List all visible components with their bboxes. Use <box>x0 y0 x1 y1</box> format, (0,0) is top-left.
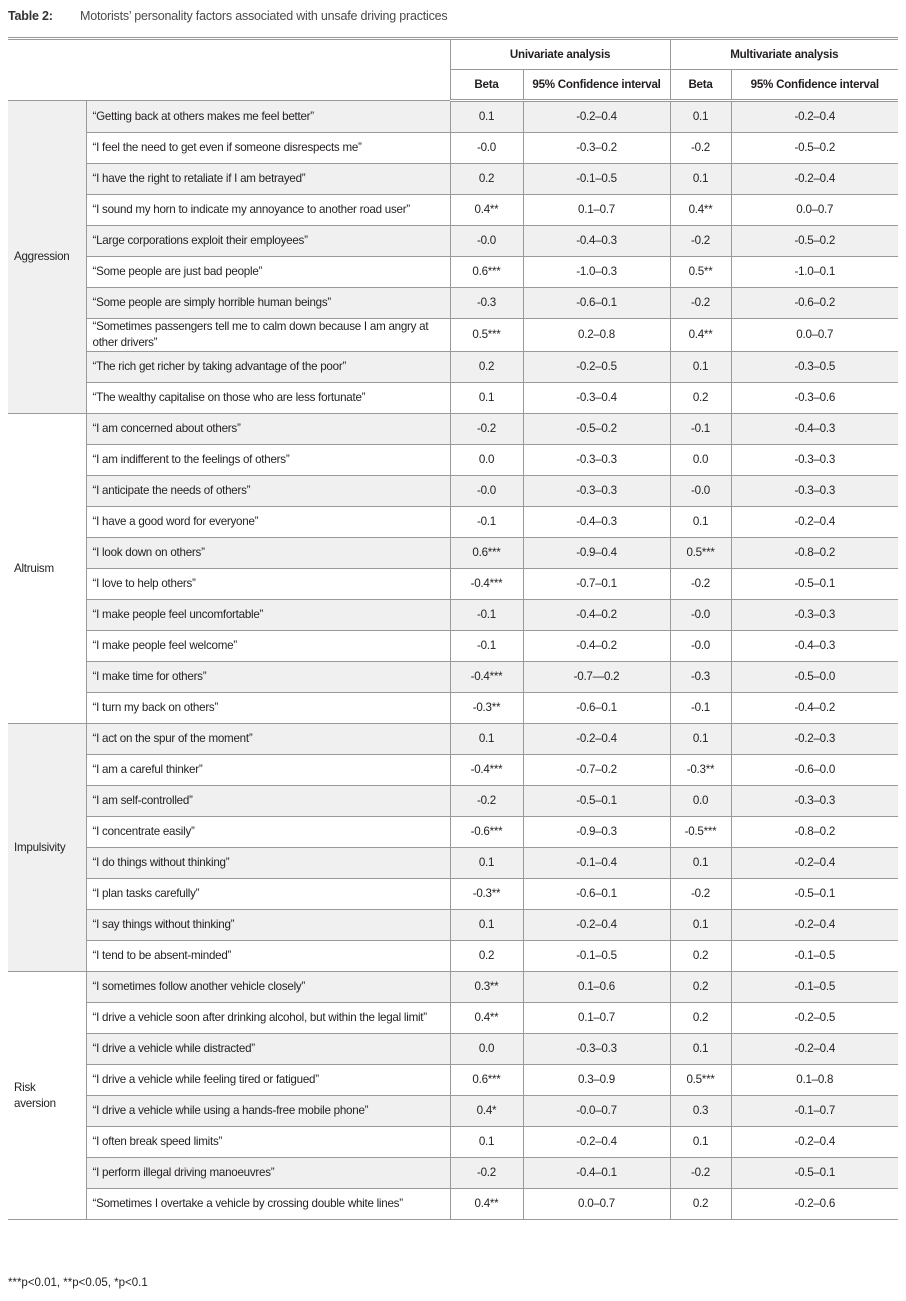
uni-beta-cell: 0.2 <box>450 941 523 972</box>
uni-beta-cell: -0.0 <box>450 133 523 164</box>
item-cell: “I say things without thinking” <box>86 910 450 941</box>
table-row <box>8 569 898 600</box>
uni-ci-cell: -0.5–0.1 <box>523 786 670 817</box>
table-row <box>8 101 898 133</box>
multi-ci-cell: -0.2–0.4 <box>731 910 898 941</box>
uni-ci-cell: -0.2–0.4 <box>523 910 670 941</box>
item-cell: “I am indifferent to the feelings of others” <box>86 445 450 476</box>
table-label: Table 2: <box>8 9 53 23</box>
multi-ci-cell: -0.5–0.2 <box>731 133 898 164</box>
table-row <box>8 226 898 257</box>
multi-beta-cell: 0.4** <box>670 195 731 226</box>
table-row <box>8 445 898 476</box>
uni-ci-cell: -0.2–0.4 <box>523 101 670 133</box>
item-cell: “I drive a vehicle soon after drinking alcohol, but within the legal limit” <box>86 1003 450 1034</box>
uni-ci-cell: 0.1–0.7 <box>523 1003 670 1034</box>
uni-beta-cell: -0.2 <box>450 1158 523 1189</box>
table-row <box>8 1096 898 1127</box>
multi-beta-cell: -0.2 <box>670 133 731 164</box>
multi-beta-cell: 0.1 <box>670 724 731 755</box>
uni-beta-cell: -0.4*** <box>450 755 523 786</box>
item-cell: “The wealthy capitalise on those who are less fortunate” <box>86 383 450 414</box>
multi-ci-cell: -0.5–0.1 <box>731 879 898 910</box>
uni-ci-cell: -0.7—0.2 <box>523 662 670 693</box>
table-row <box>8 662 898 693</box>
table-row <box>8 352 898 383</box>
header-uni-beta: Beta <box>450 70 523 101</box>
uni-beta-cell: 0.5*** <box>450 319 523 352</box>
multi-beta-cell: -0.0 <box>670 476 731 507</box>
multi-ci-cell: -0.3–0.5 <box>731 352 898 383</box>
multi-beta-cell: 0.2 <box>670 941 731 972</box>
uni-beta-cell: -0.3** <box>450 879 523 910</box>
multi-beta-cell: 0.1 <box>670 910 731 941</box>
item-cell: “Large corporations exploit their employees” <box>86 226 450 257</box>
item-cell: “I often break speed limits” <box>86 1127 450 1158</box>
multi-beta-cell: 0.2 <box>670 972 731 1003</box>
uni-beta-cell: -0.3 <box>450 288 523 319</box>
uni-beta-cell: 0.1 <box>450 724 523 755</box>
uni-beta-cell: 0.4** <box>450 1003 523 1034</box>
multi-ci-cell: -0.2–0.3 <box>731 724 898 755</box>
multi-beta-cell: -0.3** <box>670 755 731 786</box>
table-row <box>8 1034 898 1065</box>
multi-ci-cell: -0.4–0.3 <box>731 414 898 445</box>
uni-beta-cell: 0.0 <box>450 445 523 476</box>
item-cell: “Some people are simply horrible human beings” <box>86 288 450 319</box>
multi-ci-cell: -0.6–0.2 <box>731 288 898 319</box>
multi-ci-cell: -0.3–0.3 <box>731 786 898 817</box>
item-cell: “I sound my horn to indicate my annoyance to another road user” <box>86 195 450 226</box>
uni-beta-cell: -0.2 <box>450 786 523 817</box>
uni-ci-cell: -0.2–0.4 <box>523 1127 670 1158</box>
uni-beta-cell: 0.6*** <box>450 257 523 288</box>
table-row <box>8 972 898 1003</box>
multi-beta-cell: -0.2 <box>670 288 731 319</box>
uni-beta-cell: 0.0 <box>450 1034 523 1065</box>
uni-beta-cell: -0.4*** <box>450 569 523 600</box>
item-cell: “I do things without thinking” <box>86 848 450 879</box>
uni-ci-cell: -0.4–0.3 <box>523 226 670 257</box>
multi-beta-cell: 0.2 <box>670 1189 731 1220</box>
table-row <box>8 476 898 507</box>
uni-ci-cell: 0.3–0.9 <box>523 1065 670 1096</box>
uni-beta-cell: 0.3** <box>450 972 523 1003</box>
uni-ci-cell: -0.4–0.1 <box>523 1158 670 1189</box>
uni-ci-cell: -0.2–0.4 <box>523 724 670 755</box>
item-cell: “I drive a vehicle while using a hands-free mobile phone” <box>86 1096 450 1127</box>
multi-ci-cell: 0.1–0.8 <box>731 1065 898 1096</box>
multi-beta-cell: 0.2 <box>670 1003 731 1034</box>
table-row <box>8 848 898 879</box>
uni-ci-cell: -0.3–0.3 <box>523 476 670 507</box>
multi-ci-cell: -0.2–0.5 <box>731 1003 898 1034</box>
table-row <box>8 1003 898 1034</box>
uni-ci-cell: -0.5–0.2 <box>523 414 670 445</box>
item-cell: “I am concerned about others” <box>86 414 450 445</box>
multi-ci-cell: -0.5–0.1 <box>731 1158 898 1189</box>
table-caption <box>8 9 447 23</box>
uni-ci-cell: 0.2–0.8 <box>523 319 670 352</box>
multi-beta-cell: -0.2 <box>670 1158 731 1189</box>
uni-ci-cell: -0.9–0.3 <box>523 817 670 848</box>
uni-ci-cell: -0.4–0.2 <box>523 600 670 631</box>
table-row <box>8 414 898 445</box>
header-multi-ci: 95% Confidence interval <box>731 70 898 101</box>
table-row <box>8 1189 898 1220</box>
uni-ci-cell: -0.7–0.1 <box>523 569 670 600</box>
multi-ci-cell: -0.2–0.4 <box>731 507 898 538</box>
table-row <box>8 879 898 910</box>
uni-ci-cell: -0.3–0.3 <box>523 1034 670 1065</box>
uni-ci-cell: -0.1–0.5 <box>523 164 670 195</box>
uni-beta-cell: 0.4** <box>450 195 523 226</box>
multi-ci-cell: -0.5–0.0 <box>731 662 898 693</box>
multi-ci-cell: -0.1–0.5 <box>731 972 898 1003</box>
multi-ci-cell: -0.4–0.2 <box>731 693 898 724</box>
uni-ci-cell: -0.4–0.3 <box>523 507 670 538</box>
item-cell: “I have the right to retaliate if I am betrayed” <box>86 164 450 195</box>
multi-beta-cell: 0.5*** <box>670 538 731 569</box>
multi-beta-cell: -0.1 <box>670 414 731 445</box>
uni-ci-cell: -0.7–0.2 <box>523 755 670 786</box>
table-title: Motorists’ personality factors associated with unsafe driving practices <box>80 9 448 23</box>
uni-beta-cell: -0.0 <box>450 226 523 257</box>
multi-beta-cell: 0.2 <box>670 383 731 414</box>
uni-beta-cell: -0.1 <box>450 507 523 538</box>
multi-beta-cell: 0.1 <box>670 1127 731 1158</box>
table-row <box>8 1065 898 1096</box>
item-cell: “I turn my back on others” <box>86 693 450 724</box>
header-multi-beta: Beta <box>670 70 731 101</box>
uni-ci-cell: -0.6–0.1 <box>523 879 670 910</box>
uni-beta-cell: 0.1 <box>450 1127 523 1158</box>
table-row <box>8 724 898 755</box>
item-cell: “I am a careful thinker” <box>86 755 450 786</box>
item-cell: “I concentrate easily” <box>86 817 450 848</box>
uni-ci-cell: -0.3–0.3 <box>523 445 670 476</box>
item-cell: “I anticipate the needs of others” <box>86 476 450 507</box>
item-cell: “I look down on others” <box>86 538 450 569</box>
uni-ci-cell: 0.1–0.6 <box>523 972 670 1003</box>
uni-ci-cell: -1.0–0.3 <box>523 257 670 288</box>
uni-ci-cell: -0.1–0.5 <box>523 941 670 972</box>
item-cell: “I sometimes follow another vehicle closely” <box>86 972 450 1003</box>
uni-beta-cell: -0.2 <box>450 414 523 445</box>
item-cell: “Getting back at others makes me feel better” <box>86 101 450 133</box>
item-cell: “I make people feel uncomfortable” <box>86 600 450 631</box>
multi-beta-cell: -0.2 <box>670 879 731 910</box>
table-row <box>8 786 898 817</box>
multi-beta-cell: -0.0 <box>670 631 731 662</box>
table-row <box>8 257 898 288</box>
category-label: Altruism <box>8 414 86 724</box>
uni-beta-cell: 0.2 <box>450 352 523 383</box>
uni-beta-cell: -0.4*** <box>450 662 523 693</box>
multi-ci-cell: -0.8–0.2 <box>731 538 898 569</box>
uni-beta-cell: -0.1 <box>450 600 523 631</box>
uni-beta-cell: 0.6*** <box>450 1065 523 1096</box>
multi-beta-cell: -0.2 <box>670 569 731 600</box>
uni-ci-cell: -0.2–0.5 <box>523 352 670 383</box>
uni-beta-cell: 0.4** <box>450 1189 523 1220</box>
category-label: Impulsivity <box>8 724 86 972</box>
multi-ci-cell: -0.6–0.0 <box>731 755 898 786</box>
multi-beta-cell: 0.4** <box>670 319 731 352</box>
multi-ci-cell: -0.2–0.4 <box>731 1127 898 1158</box>
table-row <box>8 383 898 414</box>
uni-ci-cell: 0.1–0.7 <box>523 195 670 226</box>
table-row <box>8 631 898 662</box>
multi-ci-cell: -0.2–0.4 <box>731 101 898 133</box>
item-cell: “I make time for others” <box>86 662 450 693</box>
multi-beta-cell: 0.1 <box>670 1034 731 1065</box>
item-cell: “I drive a vehicle while feeling tired or fatigued” <box>86 1065 450 1096</box>
table-row <box>8 817 898 848</box>
uni-ci-cell: 0.0–0.7 <box>523 1189 670 1220</box>
multi-ci-cell: 0.0–0.7 <box>731 195 898 226</box>
multi-ci-cell: -0.1–0.5 <box>731 941 898 972</box>
uni-beta-cell: -0.1 <box>450 631 523 662</box>
multi-ci-cell: -0.2–0.6 <box>731 1189 898 1220</box>
uni-ci-cell: -0.9–0.4 <box>523 538 670 569</box>
category-label: Risk aversion <box>8 972 86 1220</box>
multi-ci-cell: -0.4–0.3 <box>731 631 898 662</box>
table-row <box>8 600 898 631</box>
multi-beta-cell: -0.3 <box>670 662 731 693</box>
header-uni-ci: 95% Confidence interval <box>523 70 670 101</box>
table-row <box>8 755 898 786</box>
table-row <box>8 507 898 538</box>
table-row <box>8 1127 898 1158</box>
item-cell: “I love to help others” <box>86 569 450 600</box>
uni-beta-cell: 0.1 <box>450 848 523 879</box>
uni-beta-cell: 0.4* <box>450 1096 523 1127</box>
table-row <box>8 941 898 972</box>
multi-beta-cell: -0.0 <box>670 600 731 631</box>
table-row <box>8 319 898 352</box>
item-cell: “I make people feel welcome” <box>86 631 450 662</box>
item-cell: “The rich get richer by taking advantage of the poor” <box>86 352 450 383</box>
item-cell: “Some people are just bad people” <box>86 257 450 288</box>
item-cell: “I drive a vehicle while distracted” <box>86 1034 450 1065</box>
table-row <box>8 910 898 941</box>
multi-ci-cell: -0.2–0.4 <box>731 1034 898 1065</box>
header-blank <box>8 39 450 101</box>
multi-beta-cell: 0.3 <box>670 1096 731 1127</box>
multi-beta-cell: -0.2 <box>670 226 731 257</box>
multi-beta-cell: 0.1 <box>670 848 731 879</box>
multi-beta-cell: 0.5*** <box>670 1065 731 1096</box>
multi-ci-cell: -1.0–0.1 <box>731 257 898 288</box>
table-row <box>8 133 898 164</box>
footnote: ***p<0.01, **p<0.05, *p<0.1 <box>8 1277 148 1289</box>
uni-beta-cell: 0.1 <box>450 383 523 414</box>
multi-ci-cell: -0.1–0.7 <box>731 1096 898 1127</box>
uni-beta-cell: 0.6*** <box>450 538 523 569</box>
uni-beta-cell: -0.6*** <box>450 817 523 848</box>
multi-ci-cell: -0.2–0.4 <box>731 848 898 879</box>
table-row <box>8 538 898 569</box>
multi-beta-cell: 0.1 <box>670 101 731 133</box>
multi-ci-cell: -0.3–0.6 <box>731 383 898 414</box>
multi-ci-cell: -0.5–0.2 <box>731 226 898 257</box>
multi-beta-cell: -0.5*** <box>670 817 731 848</box>
item-cell: “I am self-controlled” <box>86 786 450 817</box>
item-cell: “I perform illegal driving manoeuvres” <box>86 1158 450 1189</box>
uni-beta-cell: 0.1 <box>450 101 523 133</box>
uni-ci-cell: -0.3–0.4 <box>523 383 670 414</box>
uni-ci-cell: -0.1–0.4 <box>523 848 670 879</box>
uni-beta-cell: 0.2 <box>450 164 523 195</box>
multi-beta-cell: 0.0 <box>670 786 731 817</box>
uni-ci-cell: -0.6–0.1 <box>523 288 670 319</box>
multi-beta-cell: -0.1 <box>670 693 731 724</box>
multi-beta-cell: 0.1 <box>670 164 731 195</box>
uni-ci-cell: -0.3–0.2 <box>523 133 670 164</box>
multi-ci-cell: -0.2–0.4 <box>731 164 898 195</box>
multi-ci-cell: 0.0–0.7 <box>731 319 898 352</box>
item-cell: “Sometimes I overtake a vehicle by crossing double white lines” <box>86 1189 450 1220</box>
results-table <box>8 37 898 1220</box>
item-cell: “I tend to be absent-minded” <box>86 941 450 972</box>
multi-ci-cell: -0.3–0.3 <box>731 476 898 507</box>
uni-ci-cell: -0.4–0.2 <box>523 631 670 662</box>
uni-ci-cell: -0.0–0.7 <box>523 1096 670 1127</box>
table-row <box>8 288 898 319</box>
category-label: Aggression <box>8 101 86 414</box>
uni-beta-cell: -0.0 <box>450 476 523 507</box>
table-row <box>8 1158 898 1189</box>
table-body <box>8 101 898 1220</box>
multi-ci-cell: -0.3–0.3 <box>731 600 898 631</box>
multi-beta-cell: 0.0 <box>670 445 731 476</box>
item-cell: “I act on the spur of the moment” <box>86 724 450 755</box>
table-row <box>8 195 898 226</box>
uni-ci-cell: -0.6–0.1 <box>523 693 670 724</box>
item-cell: “I feel the need to get even if someone disrespects me” <box>86 133 450 164</box>
multi-beta-cell: 0.1 <box>670 352 731 383</box>
multi-beta-cell: 0.1 <box>670 507 731 538</box>
uni-beta-cell: 0.1 <box>450 910 523 941</box>
header-univariate: Univariate analysis <box>450 39 670 70</box>
header-multivariate: Multivariate analysis <box>670 39 898 70</box>
item-cell: “I plan tasks carefully” <box>86 879 450 910</box>
multi-ci-cell: -0.5–0.1 <box>731 569 898 600</box>
item-cell: “I have a good word for everyone” <box>86 507 450 538</box>
multi-ci-cell: -0.3–0.3 <box>731 445 898 476</box>
uni-beta-cell: -0.3** <box>450 693 523 724</box>
multi-ci-cell: -0.8–0.2 <box>731 817 898 848</box>
item-cell: “Sometimes passengers tell me to calm down because I am angry at other drivers” <box>86 319 450 352</box>
multi-beta-cell: 0.5** <box>670 257 731 288</box>
table-row <box>8 693 898 724</box>
table-row <box>8 164 898 195</box>
